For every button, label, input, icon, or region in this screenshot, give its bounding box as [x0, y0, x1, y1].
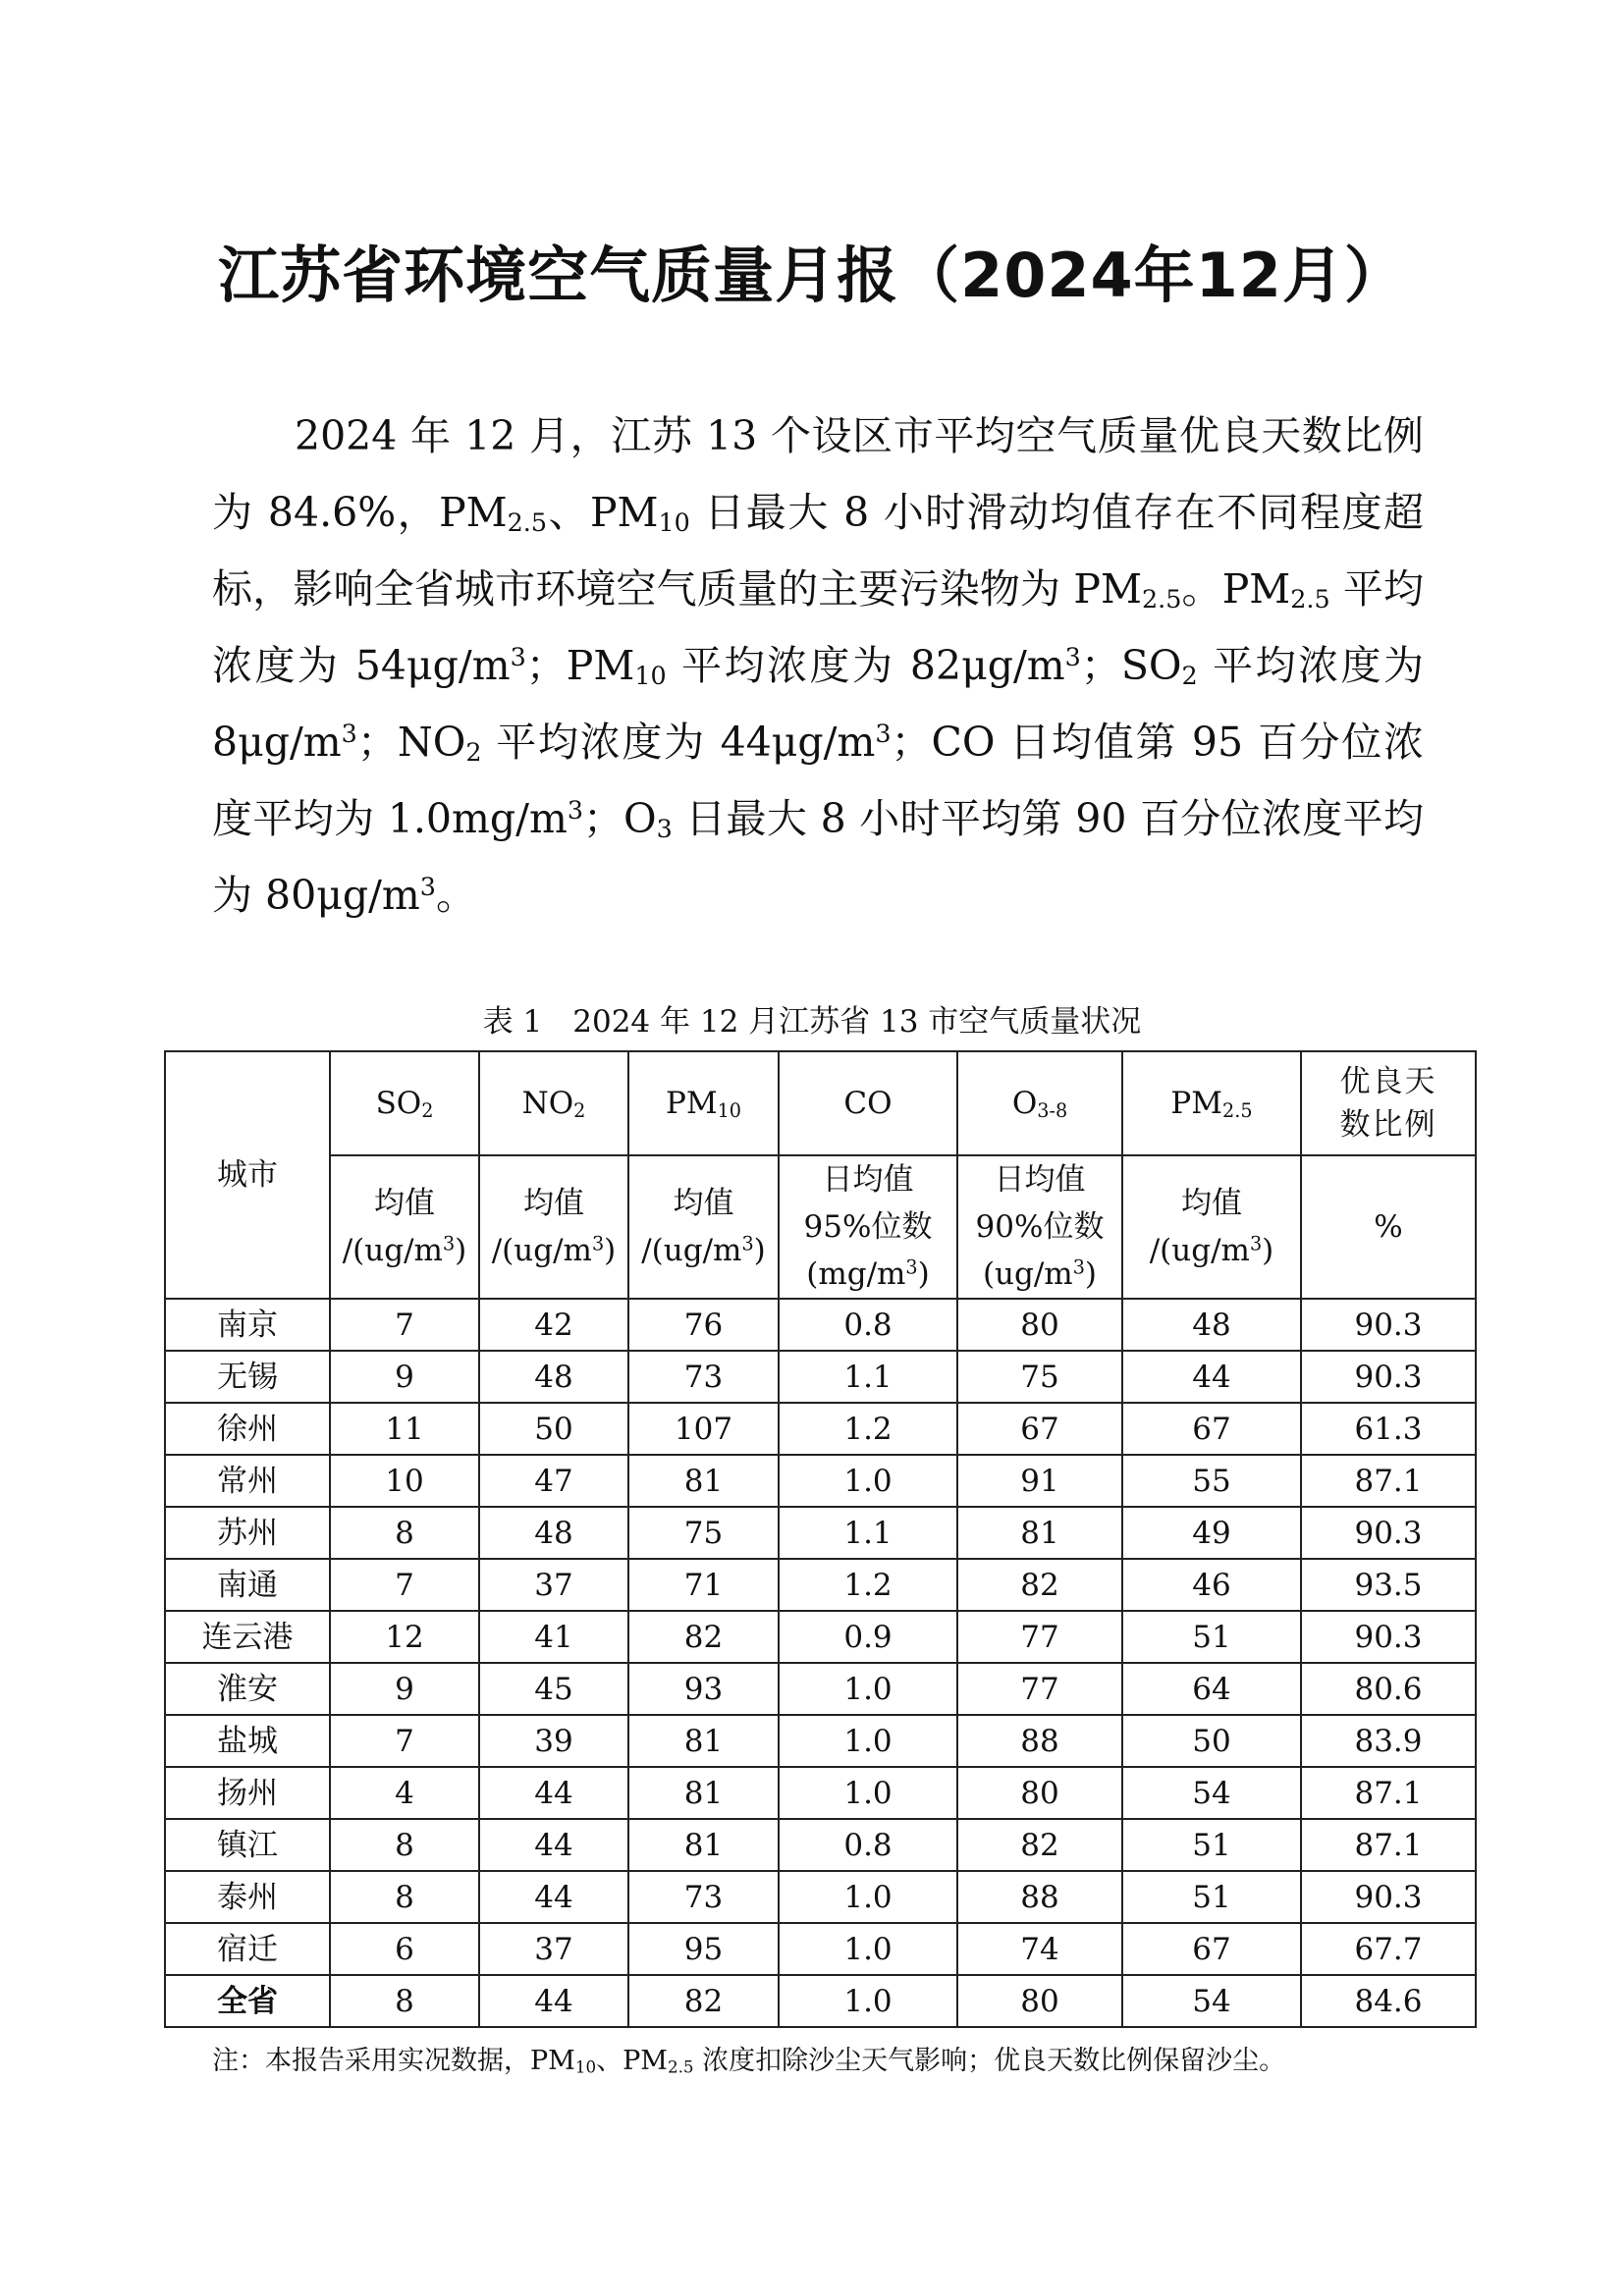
air-quality-table	[164, 1050, 1477, 2028]
pm10-cell: 75	[628, 1507, 779, 1559]
pm25-unit: 均值 $/(ug/m^3)$	[1122, 1155, 1301, 1299]
table-row	[165, 1663, 1476, 1715]
o3-cell: 80	[957, 1767, 1122, 1819]
pm10-cell: 81	[628, 1767, 779, 1819]
co-cell: 1.0	[779, 1455, 957, 1507]
so2-cell: 7	[330, 1715, 479, 1767]
no2-cell: 44	[479, 1767, 628, 1819]
no2-cell: 42	[479, 1299, 628, 1351]
table-row	[165, 1975, 1476, 2027]
ratio-cell: 90.3	[1301, 1871, 1476, 1923]
table-row	[165, 1507, 1476, 1559]
pm10-cell: 81	[628, 1819, 779, 1871]
city-header: 城市	[165, 1051, 330, 1299]
so2-cell: 8	[330, 1507, 479, 1559]
city-cell: 南通	[165, 1559, 330, 1611]
pm25-cell: 51	[1122, 1819, 1301, 1871]
no2-cell: 39	[479, 1715, 628, 1767]
co-cell: 0.8	[779, 1819, 957, 1871]
pm25-cell: 50	[1122, 1715, 1301, 1767]
pm25-cell: 51	[1122, 1611, 1301, 1663]
pm25-cell: 49	[1122, 1507, 1301, 1559]
summary-paragraph: 2024 年 12 月，江苏 13 个设区市平均空气质量优良天数比例为 84.6%，$PM_{2.5}$、$PM_{10}$ 日最大 8 小时滑动均值存在不同程度超标，影响全省城市环境空气质量的主要污染物为 $PM_{2.5}$。$PM_{2.5}$ 平均浓度为 $54\mu g/m^3$；$PM_{10}$ 平均浓度为 $82\mu g/m^3$；$SO_2$ 平均浓度为 $8\mu g/m^3$；$NO_2$ 平均浓度为 $44\mu g/m^3$；CO 日均值第 95 百分位浓度平均为 $1.0mg/m^3$；$O_3$ 日最大 8 小时平均第 90 百分位浓度平均为 $80\mu g/m^3$。	[212, 412, 1425, 919]
no2-cell: 48	[479, 1351, 628, 1403]
no2-cell: 41	[479, 1611, 628, 1663]
no2-cell: 37	[479, 1923, 628, 1975]
o3-cell: 74	[957, 1923, 1122, 1975]
city-cell: 盐城	[165, 1715, 330, 1767]
o3-cell: 67	[957, 1403, 1122, 1455]
ratio-cell: 87.1	[1301, 1455, 1476, 1507]
no2-cell: 47	[479, 1455, 628, 1507]
o3-cell: 80	[957, 1975, 1122, 2027]
ratio-header: 优良天数比例	[1301, 1051, 1476, 1155]
ratio-cell: 90.3	[1301, 1507, 1476, 1559]
city-cell: 连云港	[165, 1611, 330, 1663]
co-cell: 1.1	[779, 1507, 957, 1559]
so2-unit: 均值 $/(ug/m^3)$	[330, 1155, 479, 1299]
table-row	[165, 1767, 1476, 1819]
so2-cell: 8	[330, 1975, 479, 2027]
ratio-cell: 83.9	[1301, 1715, 1476, 1767]
table-row	[165, 1715, 1476, 1767]
co-cell: 1.0	[779, 1663, 957, 1715]
pm10-cell: 82	[628, 1975, 779, 2027]
city-cell: 扬州	[165, 1767, 330, 1819]
pm10-header: $PM_{10}$	[628, 1051, 779, 1155]
pm10-cell: 76	[628, 1299, 779, 1351]
pm10-cell: 95	[628, 1923, 779, 1975]
no2-cell: 44	[479, 1975, 628, 2027]
so2-cell: 10	[330, 1455, 479, 1507]
city-cell: 泰州	[165, 1871, 330, 1923]
table-row	[165, 1351, 1476, 1403]
so2-cell: 8	[330, 1871, 479, 1923]
so2-cell: 4	[330, 1767, 479, 1819]
co-unit: 日均值 95%位数 $(mg/m^3)$	[779, 1155, 957, 1299]
o3-cell: 88	[957, 1871, 1122, 1923]
ratio-cell: 87.1	[1301, 1767, 1476, 1819]
so2-header: $SO_2$	[330, 1051, 479, 1155]
no2-cell: 48	[479, 1507, 628, 1559]
pm25-cell: 64	[1122, 1663, 1301, 1715]
o3-cell: 82	[957, 1559, 1122, 1611]
pm10-cell: 73	[628, 1351, 779, 1403]
o3-cell: 75	[957, 1351, 1122, 1403]
city-cell: 淮安	[165, 1663, 330, 1715]
pm25-cell: 67	[1122, 1403, 1301, 1455]
table-row	[165, 1871, 1476, 1923]
co-cell: 1.2	[779, 1403, 957, 1455]
co-cell: 1.0	[779, 1923, 957, 1975]
no2-header: $NO_2$	[479, 1051, 628, 1155]
co-header: CO	[779, 1051, 957, 1155]
co-cell: 1.0	[779, 1871, 957, 1923]
o3-cell: 80	[957, 1299, 1122, 1351]
ratio-cell: 90.3	[1301, 1611, 1476, 1663]
so2-cell: 11	[330, 1403, 479, 1455]
pm25-cell: 48	[1122, 1299, 1301, 1351]
pm10-cell: 73	[628, 1871, 779, 1923]
table-row	[165, 1455, 1476, 1507]
city-cell: 苏州	[165, 1507, 330, 1559]
pm10-cell: 107	[628, 1403, 779, 1455]
no2-unit: 均值 $/(ug/m^3)$	[479, 1155, 628, 1299]
no2-cell: 50	[479, 1403, 628, 1455]
table-row	[165, 1923, 1476, 1975]
ratio-cell: 61.3	[1301, 1403, 1476, 1455]
table-caption: 表 1 2024 年 12 月江苏省 13 市空气质量状况	[482, 1004, 1142, 1040]
city-cell: 徐州	[165, 1403, 330, 1455]
city-cell: 全省	[165, 1975, 330, 2027]
pm10-cell: 71	[628, 1559, 779, 1611]
pm25-cell: 51	[1122, 1871, 1301, 1923]
no2-cell: 44	[479, 1819, 628, 1871]
co-cell: 1.0	[779, 1715, 957, 1767]
pm10-cell: 82	[628, 1611, 779, 1663]
pm25-cell: 54	[1122, 1975, 1301, 2027]
o3-header: $O_{3-8}$	[957, 1051, 1122, 1155]
so2-cell: 12	[330, 1611, 479, 1663]
city-cell: 镇江	[165, 1819, 330, 1871]
pm10-unit: 均值 $/(ug/m^3)$	[628, 1155, 779, 1299]
co-cell: 1.2	[779, 1559, 957, 1611]
o3-cell: 82	[957, 1819, 1122, 1871]
table-row	[165, 1611, 1476, 1663]
ratio-cell: 67.7	[1301, 1923, 1476, 1975]
pm10-cell: 93	[628, 1663, 779, 1715]
so2-cell: 9	[330, 1663, 479, 1715]
co-cell: 1.1	[779, 1351, 957, 1403]
pm25-cell: 44	[1122, 1351, 1301, 1403]
ratio-cell: 90.3	[1301, 1351, 1476, 1403]
no2-cell: 44	[479, 1871, 628, 1923]
city-cell: 无锡	[165, 1351, 330, 1403]
o3-cell: 88	[957, 1715, 1122, 1767]
co-cell: 0.9	[779, 1611, 957, 1663]
table-row	[165, 1299, 1476, 1351]
pm10-cell: 81	[628, 1455, 779, 1507]
no2-cell: 37	[479, 1559, 628, 1611]
pm10-cell: 81	[628, 1715, 779, 1767]
report-title: 江苏省环境空气质量月报（2024年12月）	[218, 240, 1406, 311]
city-cell: 宿迁	[165, 1923, 330, 1975]
o3-cell: 77	[957, 1663, 1122, 1715]
ratio-cell: 87.1	[1301, 1819, 1476, 1871]
so2-cell: 6	[330, 1923, 479, 1975]
footnote: 注：本报告采用实况数据，$PM_{10}$、$PM_{2.5}$ 浓度扣除沙尘天气影响；优良天数比例保留沙尘。	[212, 2046, 1286, 2077]
pm25-cell: 46	[1122, 1559, 1301, 1611]
ratio-cell: 93.5	[1301, 1559, 1476, 1611]
o3-cell: 91	[957, 1455, 1122, 1507]
no2-cell: 45	[479, 1663, 628, 1715]
table-row	[165, 1403, 1476, 1455]
ratio-unit: %	[1301, 1155, 1476, 1299]
o3-cell: 77	[957, 1611, 1122, 1663]
so2-cell: 9	[330, 1351, 479, 1403]
pm25-header: $PM_{2.5}$	[1122, 1051, 1301, 1155]
table-row	[165, 1819, 1476, 1871]
table-row	[165, 1559, 1476, 1611]
city-cell: 常州	[165, 1455, 330, 1507]
o3-cell: 81	[957, 1507, 1122, 1559]
so2-cell: 7	[330, 1559, 479, 1611]
pm25-cell: 54	[1122, 1767, 1301, 1819]
co-cell: 1.0	[779, 1975, 957, 2027]
city-cell: 南京	[165, 1299, 330, 1351]
so2-cell: 7	[330, 1299, 479, 1351]
co-cell: 1.0	[779, 1767, 957, 1819]
ratio-cell: 80.6	[1301, 1663, 1476, 1715]
co-cell: 0.8	[779, 1299, 957, 1351]
pm25-cell: 67	[1122, 1923, 1301, 1975]
pm25-cell: 55	[1122, 1455, 1301, 1507]
o3-unit: 日均值 90%位数 $(ug/m^3)$	[957, 1155, 1122, 1299]
ratio-cell: 84.6	[1301, 1975, 1476, 2027]
so2-cell: 8	[330, 1819, 479, 1871]
ratio-cell: 90.3	[1301, 1299, 1476, 1351]
